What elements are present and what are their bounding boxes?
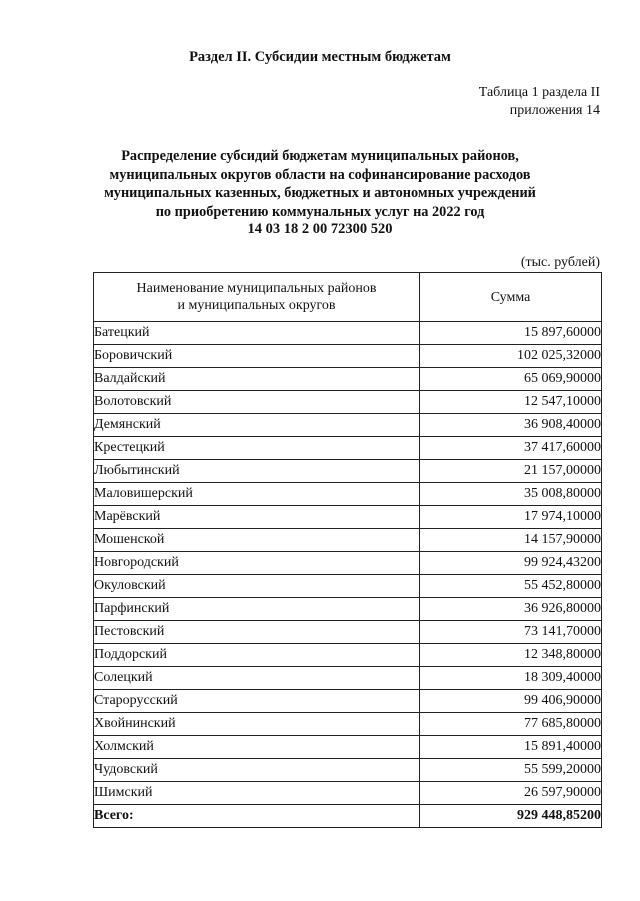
heading-line: Распределение субсидий бюджетам муниципальных районов, [121, 148, 519, 164]
district-name: Любытинский [94, 460, 420, 483]
table-row [94, 368, 602, 391]
district-name: Волотовский [94, 391, 420, 414]
district-name: Марёвский [94, 506, 420, 529]
table-row [94, 529, 602, 552]
table-row [94, 713, 602, 736]
district-name: Батецкий [94, 322, 420, 345]
district-name: Окуловский [94, 575, 420, 598]
subsidy-amount: 12 547,10000 [420, 391, 602, 414]
header-name-cell [94, 273, 420, 322]
subsidy-table [93, 272, 602, 828]
subsidy-amount: 21 157,00000 [420, 460, 602, 483]
district-name: Шимский [94, 782, 420, 805]
heading-line: муниципальных казенных, бюджетных и автономных учреждений [104, 185, 536, 201]
subsidy-amount: 55 599,20000 [420, 759, 602, 782]
district-name: Парфинский [94, 598, 420, 621]
total-label: Всего: [94, 805, 420, 828]
table-row [94, 621, 602, 644]
district-name: Старорусский [94, 690, 420, 713]
subsidy-amount: 36 926,80000 [420, 598, 602, 621]
table-reference [479, 84, 600, 120]
header-name-line: и муниципальных округов [177, 298, 336, 313]
district-name: Новгородский [94, 552, 420, 575]
table-row [94, 414, 602, 437]
subsidy-amount: 14 157,90000 [420, 529, 602, 552]
table-row [94, 759, 602, 782]
subsidy-amount: 17 974,10000 [420, 506, 602, 529]
table-row [94, 552, 602, 575]
table-reference-line: Таблица 1 раздела II [478, 85, 600, 100]
document-heading [0, 147, 640, 221]
subsidy-amount: 99 406,90000 [420, 690, 602, 713]
table-row [94, 575, 602, 598]
subsidy-amount: 26 597,90000 [420, 782, 602, 805]
table-row [94, 736, 602, 759]
total-amount: 929 448,85200 [420, 805, 602, 828]
table-row [94, 345, 602, 368]
subsidy-amount: 102 025,32000 [420, 345, 602, 368]
table-reference-line: приложения 14 [509, 103, 600, 118]
subsidy-amount: 15 897,60000 [420, 322, 602, 345]
subsidy-amount: 65 069,90000 [420, 368, 602, 391]
table-row [94, 322, 602, 345]
budget-code: 14 03 18 2 00 72300 520 [247, 221, 393, 237]
heading-line: муниципальных округов области на софинансирование расходов [109, 166, 531, 183]
subsidy-amount: 18 309,40000 [420, 667, 602, 690]
district-name: Чудовский [94, 759, 420, 782]
table-header-row [94, 273, 602, 322]
subsidy-amount: 77 685,80000 [420, 713, 602, 736]
header-sum-cell: Сумма [420, 273, 602, 322]
subsidy-amount: 37 417,60000 [420, 437, 602, 460]
subsidy-amount: 15 891,40000 [420, 736, 602, 759]
section-title: Раздел II. Субсидии местным бюджетам [189, 49, 451, 65]
subsidy-amount: 73 141,70000 [420, 621, 602, 644]
table-row [94, 506, 602, 529]
table-row [94, 598, 602, 621]
table-row [94, 782, 602, 805]
subsidy-amount: 35 008,80000 [420, 483, 602, 506]
subsidy-amount: 36 908,40000 [420, 414, 602, 437]
header-name-line: Наименование муниципальных районов [136, 281, 377, 296]
subsidy-amount: 55 452,80000 [420, 575, 602, 598]
total-row [94, 805, 602, 828]
district-name: Мошенской [94, 529, 420, 552]
district-name: Демянский [94, 414, 420, 437]
district-name: Солецкий [94, 667, 420, 690]
district-name: Боровичский [94, 345, 420, 368]
district-name: Крестецкий [94, 437, 420, 460]
district-name: Поддорский [94, 644, 420, 667]
table-row [94, 644, 602, 667]
district-name: Пестовский [94, 621, 420, 644]
subsidy-amount: 99 924,43200 [420, 552, 602, 575]
district-name: Маловишерский [94, 483, 420, 506]
table-row [94, 667, 602, 690]
district-name: Хвойнинский [94, 713, 420, 736]
district-name: Холмский [94, 736, 420, 759]
subsidy-amount: 12 348,80000 [420, 644, 602, 667]
heading-line: по приобретению коммунальных услуг на 2022 год [155, 203, 485, 220]
table-row [94, 437, 602, 460]
table-row [94, 391, 602, 414]
table-row [94, 460, 602, 483]
table-row [94, 483, 602, 506]
table-row [94, 690, 602, 713]
table-body [94, 322, 602, 828]
unit-label: (тыс. рублей) [520, 255, 600, 270]
district-name: Валдайский [94, 368, 420, 391]
